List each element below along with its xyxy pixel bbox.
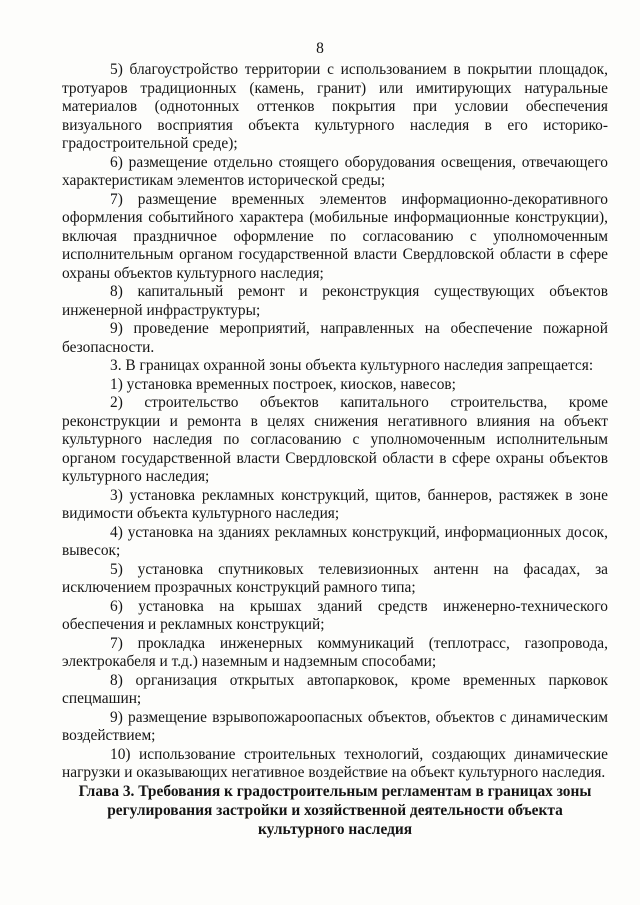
prohibition-10: 10) использование строительных технологий, создающих динамические нагрузки и оказывающих негативное воздействие на объект культурного наследия. — [62, 745, 608, 781]
heading-line-3: культурного наследия — [257, 820, 413, 838]
prohibition-5: 5) установка спутниковых телевизионных антенн на фасадах, за исключением прозрачных конструкций рамного типа; — [62, 560, 608, 596]
paragraph-3-prohibitions-intro: 3. В границах охранной зоны объекта культурного наследия запрещается: — [110, 357, 594, 374]
heading-line-1: Глава 3. Требования к градостроительным регламентам в границах зоны — [78, 783, 592, 800]
paragraph-5-improvement: 5) благоустройство территории с использованием в покрытии площадок, тротуаров традиционных (камень, гранит) или имитирующих натуральные материалов (однотонных оттенков покрытия при условии обеспечения визуального восприятия объекта культурного наследия в его историко-градостроительной среде); — [62, 61, 608, 152]
prohibition-7: 7) прокладка инженерных коммуникаций (теплотрасс, газопровода, электрокабеля и т.д.) наземным и надземным способами; — [62, 634, 608, 670]
prohibition-6: 6) установка на крышах зданий средств инженерно-технического обеспечения и рекламных конструкций; — [62, 597, 608, 633]
prohibition-9: 9) размещение взрывопожароопасных объектов, объектов с динамическим воздействием; — [62, 708, 608, 744]
chapter-3-heading — [62, 783, 608, 839]
prohibition-3: 3) установка рекламных конструкций, щитов, баннеров, растяжек в зоне видимости объекта культурного наследия; — [62, 486, 608, 522]
prohibition-8: 8) организация открытых автопарковок, кроме временных парковок спецмашин; — [62, 671, 608, 707]
paragraph-8-infrastructure: 8) капитальный ремонт и реконструкция существующих объектов инженерной инфраструктуры; — [62, 283, 608, 319]
paragraph-6-lighting: 6) размещение отдельно стоящего оборудования освещения, отвечающего характеристикам элементов исторической среды; — [62, 153, 608, 189]
paragraph-7-decorations: 7) размещение временных элементов информационно-декоративного оформления событийного характера (мобильные информационные конструкции), включая праздничное оформление по согласованию с уполномоченным исполнительным органом государственной власти Свердловской области в сфере охраны объектов культурного наследия; — [62, 190, 608, 282]
prohibition-4: 4) установка на зданиях рекламных конструкций, информационных досок, вывесок; — [62, 523, 608, 559]
document-body — [62, 61, 608, 783]
page-number: 8 — [316, 40, 324, 57]
paragraph-9-fire-safety: 9) проведение мероприятий, направленных на обеспечение пожарной безопасности. — [62, 320, 608, 356]
prohibition-1: 1) установка временных построек, киосков, навесов; — [110, 375, 456, 393]
heading-line-2: регулирования застройки и хозяйственной деятельности объекта — [107, 801, 563, 819]
prohibition-2: 2) строительство объектов капитального строительства, кроме реконструкции и ремонта в целях снижения негативного влияния на объект культурного наследия по согласованию с уполномоченным исполнительным органом государственной власти Свердловской области в сфере охраны объектов культурного наследия; — [62, 394, 608, 485]
